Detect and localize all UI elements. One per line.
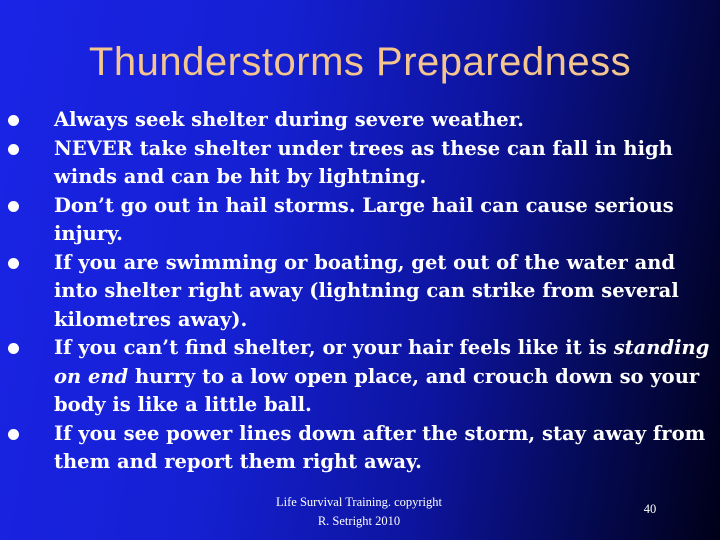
bullet-dot-icon [8, 429, 19, 440]
bullet-dot-icon [8, 343, 19, 354]
slide-footer [248, 493, 470, 531]
bullet-dot-icon [8, 144, 19, 155]
bullet-item [8, 135, 714, 192]
bullet-text: NEVER take shelter under trees as these can fall in high winds and can be hit by lightning. [54, 136, 673, 188]
bullet-item [8, 106, 714, 135]
bullet-text-emphasis: standing on end [54, 336, 710, 388]
bullet-item [8, 420, 714, 477]
bullet-dot-icon [8, 115, 19, 126]
bullet-text-before: If you can’t find shelter, or your hair feels like it is [54, 336, 614, 359]
footer-line-2: R. Setright 2010 [317, 514, 401, 528]
bullet-dot-icon [8, 201, 19, 212]
bullet-dot-icon [8, 258, 19, 269]
bullet-text: Always seek shelter during severe weather. [54, 108, 524, 131]
page-number: 40 [643, 502, 657, 516]
bullet-item [8, 192, 714, 249]
bullet-text-after: hurry to a low open place, and crouch down so your body is like a little ball. [54, 364, 700, 416]
bullet-text: If you are swimming or boating, get out of the water and into shelter right away (lightning can strike from several kilometres away). [54, 250, 679, 331]
bullet-item [8, 334, 714, 420]
bullet-list [8, 106, 714, 477]
bullet-item [8, 249, 714, 335]
slide-title: Thunderstorms Preparedness [88, 40, 632, 84]
bullet-text: Don’t go out in hail storms. Large hail can cause serious injury. [54, 193, 674, 245]
footer-line-1: Life Survival Training. copyright [276, 495, 442, 509]
bullet-text: If you see power lines down after the storm, stay away from them and report them right away. [54, 421, 706, 473]
